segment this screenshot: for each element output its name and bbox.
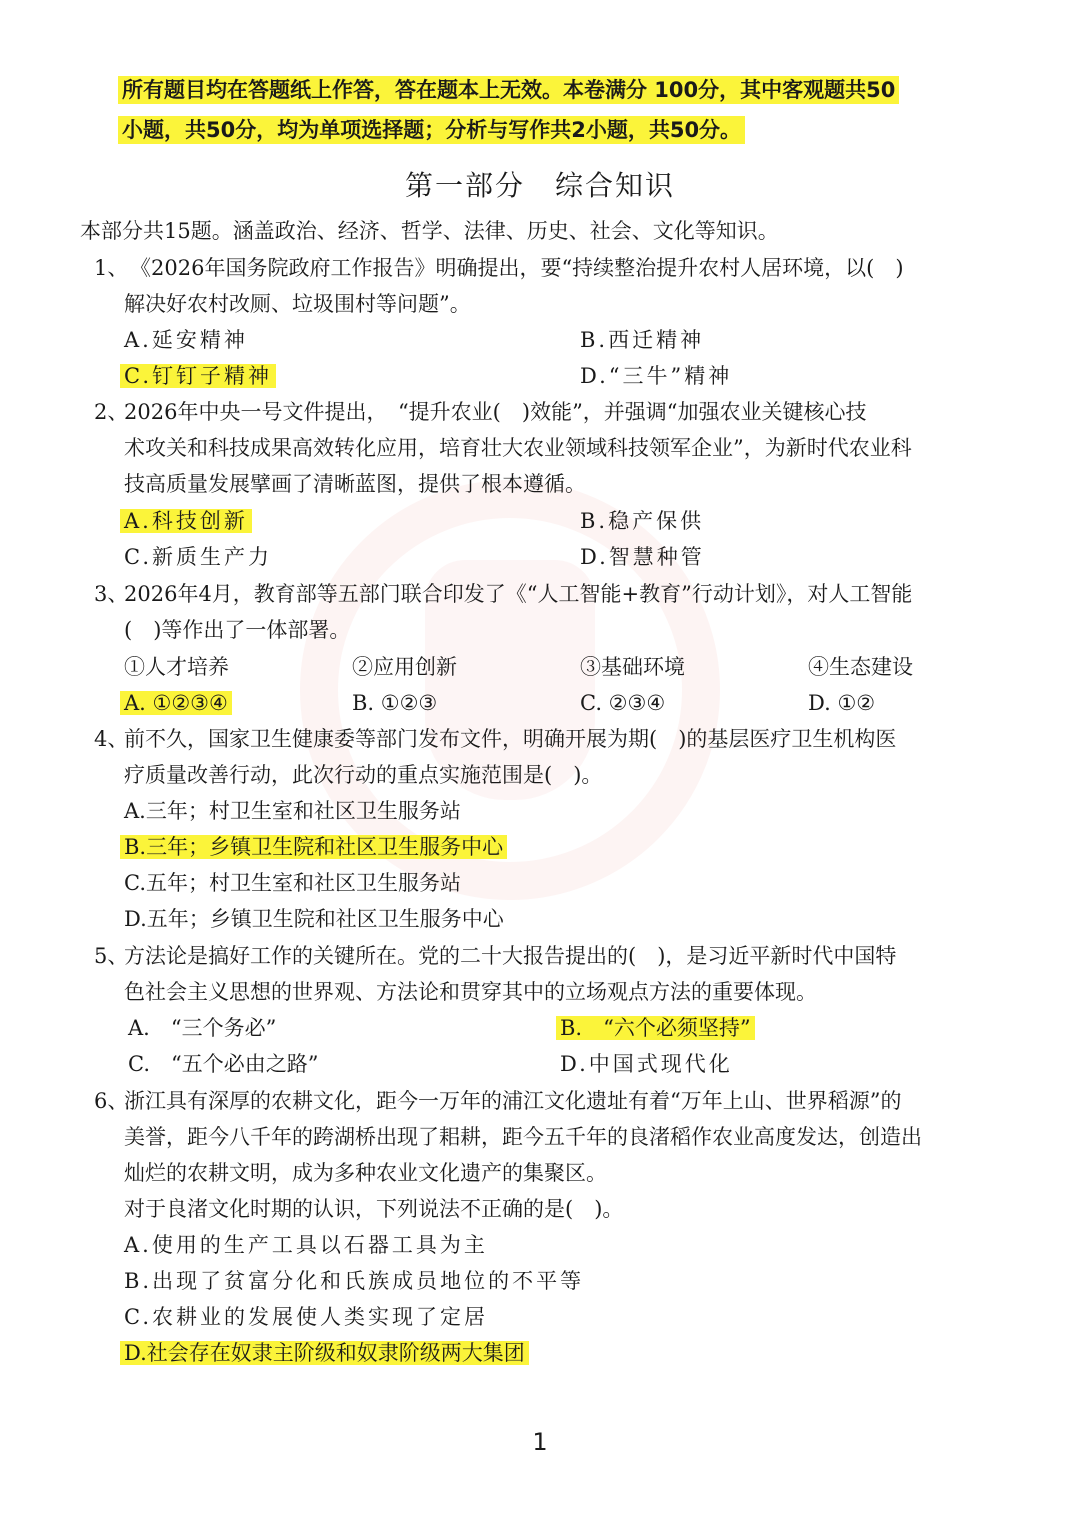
question-text: 技高质量发展擘画了清晰蓝图，提供了根本遵循。 — [124, 472, 586, 496]
question-text: 解决好农村改厕、垃圾围村等问题”。 — [124, 292, 471, 316]
question-text: 色社会主义思想的世界观、方法论和贯穿其中的立场观点方法的重要体现。 — [124, 980, 817, 1004]
option-a: A.三年；村卫生室和社区卫生服务站 — [124, 799, 461, 823]
notice-line: 小题，共50分，均为单项选择题；分析与写作共2小题，共50分。 — [118, 116, 745, 144]
section-title: 第一部分 综合知识 — [404, 169, 675, 202]
option-d: D.“三牛”精神 — [580, 364, 733, 388]
option-c: C.农耕业的发展使人类实现了定居 — [124, 1305, 488, 1329]
option-a-answer: A.科技创新 — [120, 509, 252, 533]
option-a-answer: A. ①②③④ — [120, 691, 232, 715]
option-a: A. “三个务必” — [128, 1016, 277, 1040]
question-text: 灿烂的农耕文明，成为多种农业文化遗产的集聚区。 — [124, 1161, 607, 1185]
question-number: 5、 — [94, 944, 129, 968]
question-number: 6、 — [94, 1089, 129, 1113]
exam-notice — [118, 70, 998, 150]
question-text: 方法论是搞好工作的关键所在。党的二十大报告提出的( )，是习近平新时代中国特 — [124, 944, 897, 968]
item-3: ③基础环境 — [580, 655, 685, 679]
option-b: B.稳产保供 — [580, 509, 705, 533]
option-d: D.五年；乡镇卫生院和社区卫生服务中心 — [124, 907, 504, 931]
question-number: 1、 — [94, 256, 129, 280]
section-intro: 本部分共15题。涵盖政治、经济、哲学、法律、历史、社会、文化等知识。 — [80, 219, 779, 243]
question-number: 3、 — [94, 582, 129, 606]
item-4: ④生态建设 — [808, 655, 913, 679]
option-b: B.出现了贫富分化和氏族成员地位的不平等 — [124, 1269, 585, 1293]
option-c: C. ②③④ — [580, 691, 666, 715]
question-text: 对于良渚文化时期的认识，下列说法不正确的是( )。 — [124, 1197, 624, 1221]
item-2: ②应用创新 — [352, 655, 457, 679]
option-b: B.西迁精神 — [580, 328, 705, 352]
option-a: A.延安精神 — [124, 328, 248, 352]
option-c: C.五年；村卫生室和社区卫生服务站 — [124, 871, 461, 895]
question-text: 2026年中央一号文件提出， “提升农业( )效能”，并强调“加强农业关键核心技 — [124, 400, 867, 424]
option-c: C. “五个必由之路” — [128, 1052, 319, 1076]
item-1: ①人才培养 — [124, 655, 229, 679]
question-text: 浙江具有深厚的农耕文化，距今一万年的浦江文化遗址有着“万年上山、世界稻源”的 — [124, 1089, 902, 1113]
option-b-answer: B.三年；乡镇卫生院和社区卫生服务中心 — [120, 835, 507, 859]
question-number: 2、 — [94, 400, 129, 424]
question-number: 4、 — [94, 727, 129, 751]
question-text: 术攻关和科技成果高效转化应用，培育壮大农业领域科技领军企业”，为新时代农业科 — [124, 436, 912, 460]
page-number: 1 — [532, 1428, 548, 1456]
option-b-answer: B. “六个必须坚持” — [556, 1016, 755, 1040]
option-c-answer: C.钉钉子精神 — [120, 364, 276, 388]
question-text: 前不久，国家卫生健康委等部门发布文件，明确开展为期( )的基层医疗卫生机构医 — [124, 727, 897, 751]
question-text: 疗质量改善行动，此次行动的重点实施范围是( )。 — [124, 763, 603, 787]
question-text: 《2026年国务院政府工作报告》明确提出，要“持续整治提升农村人居环境，以( ) — [130, 256, 904, 280]
question-text: 美誉，距今八千年的跨湖桥出现了耜耕，距今五千年的良渚稻作农业高度发达，创造出 — [124, 1125, 922, 1149]
option-d-answer: D.社会存在奴隶主阶级和奴隶阶级两大集团 — [120, 1341, 529, 1365]
question-text: 2026年4月，教育部等五部门联合印发了《“人工智能+教育”行动计划》，对人工智能 — [124, 582, 913, 606]
option-d: D.中国式现代化 — [560, 1052, 733, 1076]
option-d: D. ①② — [808, 691, 876, 715]
notice-line: 所有题目均在答题纸上作答，答在题本上无效。本卷满分 100分，其中客观题共50 — [118, 76, 899, 104]
option-c: C.新质生产力 — [124, 545, 272, 569]
option-d: D.智慧种管 — [580, 545, 705, 569]
option-a: A.使用的生产工具以石器工具为主 — [124, 1233, 488, 1257]
option-b: B. ①②③ — [352, 691, 438, 715]
question-text: ( )等作出了一体部署。 — [124, 618, 351, 642]
